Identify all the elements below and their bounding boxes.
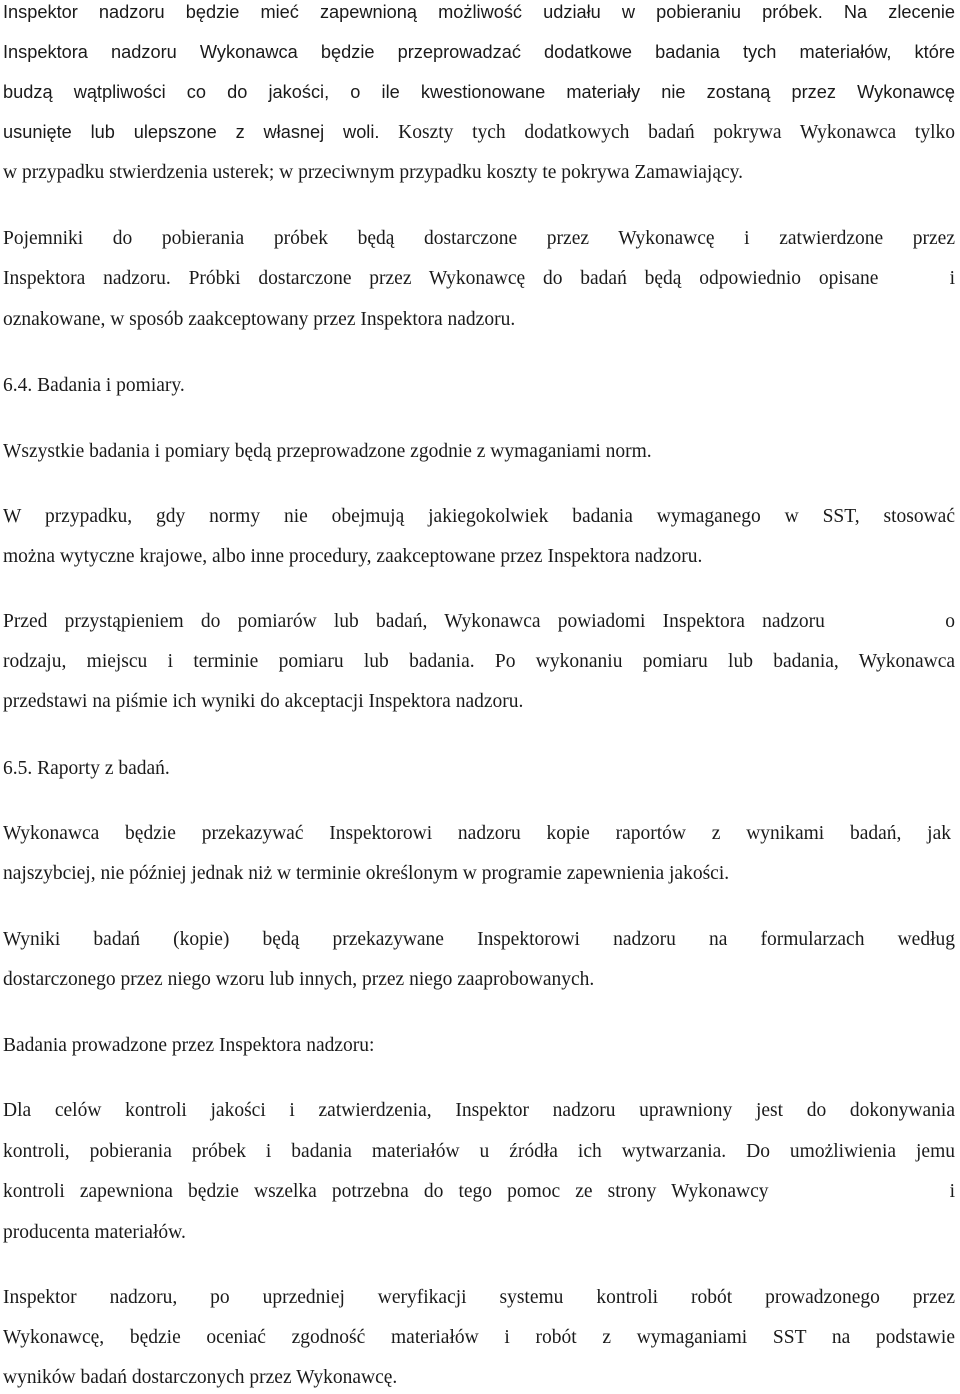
text-fragment: W przypadku, gdy normy nie obejmują jakiegokolwiek badania wymaganego w SST, stosować bbox=[3, 506, 955, 527]
text-fragment: Badania prowadzone przez Inspektora nadzoru: bbox=[3, 1035, 375, 1056]
text-fragment: Inspektora nadzoru Wykonawca będzie przeprowadzać dodatkowe badania tych materiałów, które bbox=[3, 42, 955, 62]
text-fragment: kontroli, pobierania próbek i badania materiałów u źródła ich wytwarzania. Do umożliwienia jemu bbox=[3, 1141, 955, 1162]
text-line bbox=[3, 1366, 955, 1390]
text-line bbox=[3, 308, 955, 332]
text-line bbox=[3, 822, 951, 846]
text-line bbox=[3, 1034, 955, 1058]
text-line bbox=[3, 690, 955, 714]
text-fragment: usunięte lub ulepszone z własnej woli. bbox=[3, 122, 380, 142]
text-line bbox=[3, 80, 955, 104]
text-fragment: można wytyczne krajowe, albo inne procedury, zaakceptowane przez Inspektora nadzoru. bbox=[3, 546, 703, 567]
text-fragment: w przypadku stwierdzenia usterek; w przeciwnym przypadku koszty te pokrywa Zamawiający. bbox=[3, 162, 744, 183]
text-fragment: rodzaju, miejscu i terminie pomiaru lub badania. Po wykonaniu pomiaru lub badania, Wykonawca bbox=[3, 651, 955, 672]
text-line bbox=[3, 1099, 955, 1123]
text-fragment: Inspektor nadzoru będzie mieć zapewnioną możliwość udziału w pobieraniu próbek. Na zlecenie bbox=[3, 2, 955, 22]
text-fragment: 6.5. Raporty z badań. bbox=[3, 758, 170, 779]
text-line bbox=[3, 1180, 955, 1204]
text-line bbox=[3, 968, 955, 992]
text-fragment: przedstawi na piśmie ich wyniki do akceptacji Inspektora nadzoru. bbox=[3, 691, 524, 712]
text-fragment: budzą wątpliwości co do jakości, o ile kwestionowane materiały nie zostaną przez Wykonawcę bbox=[3, 82, 955, 102]
section-heading bbox=[3, 374, 955, 398]
text-line bbox=[3, 1286, 955, 1310]
text-line bbox=[3, 1140, 955, 1164]
text-fragment: Wszystkie badania i pomiary będą przeprowadzone zgodnie z wymaganiami norm. bbox=[3, 441, 652, 462]
text-fragment: najszybciej, nie później jednak niż w terminie określonym w programie zapewnienia jakości. bbox=[3, 863, 730, 884]
section-heading bbox=[3, 757, 955, 781]
text-line bbox=[3, 1221, 955, 1245]
text-line bbox=[3, 267, 955, 291]
text-line bbox=[3, 227, 955, 251]
text-fragment: 6.4. Badania i pomiary. bbox=[3, 375, 185, 396]
text-line bbox=[3, 650, 955, 674]
text-line bbox=[3, 545, 955, 569]
text-fragment: Koszty tych dodatkowych badań pokrywa Wykonawca tylko bbox=[379, 122, 955, 143]
text-line bbox=[3, 862, 955, 886]
text-line bbox=[3, 0, 955, 24]
text-line bbox=[3, 120, 955, 144]
text-fragment: dostarczonego przez niego wzoru lub innych, przez niego zaaprobowanych. bbox=[3, 969, 595, 990]
text-line bbox=[3, 610, 955, 634]
text-line bbox=[3, 505, 955, 529]
text-line bbox=[3, 40, 955, 64]
text-fragment: producenta materiałów. bbox=[3, 1222, 186, 1243]
text-line bbox=[3, 161, 955, 185]
text-line bbox=[3, 1326, 955, 1350]
text-fragment: Wykonawca będzie przekazywać Inspektorowi nadzoru kopie raportów z wynikami badań, jak bbox=[3, 823, 951, 844]
text-fragment: oznakowane, w sposób zaakceptowany przez Inspektora nadzoru. bbox=[3, 309, 516, 330]
text-fragment: Wykonawcę, będzie oceniać zgodność materiałów i robót z wymaganiami SST na podstawie bbox=[3, 1327, 955, 1348]
text-line bbox=[3, 928, 955, 952]
text-line bbox=[3, 440, 955, 464]
text-fragment: kontroli zapewniona będzie wszelka potrzebna do tego pomoc ze strony Wykonawcy i bbox=[3, 1181, 955, 1202]
text-fragment: Dla celów kontroli jakości i zatwierdzenia, Inspektor nadzoru uprawniony jest do dokonywania bbox=[3, 1100, 955, 1121]
text-fragment: Pojemniki do pobierania próbek będą dostarczone przez Wykonawcę i zatwierdzone przez bbox=[3, 228, 955, 249]
text-fragment: Wyniki badań (kopie) będą przekazywane Inspektorowi nadzoru na formularzach według bbox=[3, 929, 955, 950]
text-fragment: Inspektor nadzoru, po uprzedniej weryfikacji systemu kontroli robót prowadzonego przez bbox=[3, 1287, 955, 1308]
text-fragment: Przed przystąpieniem do pomiarów lub badań, Wykonawca powiadomi Inspektora nadzoru o bbox=[3, 611, 955, 632]
text-fragment: wyników badań dostarczonych przez Wykonawcę. bbox=[3, 1367, 398, 1388]
text-fragment: Inspektora nadzoru. Próbki dostarczone przez Wykonawcę do badań będą odpowiednio opisane i bbox=[3, 268, 955, 289]
